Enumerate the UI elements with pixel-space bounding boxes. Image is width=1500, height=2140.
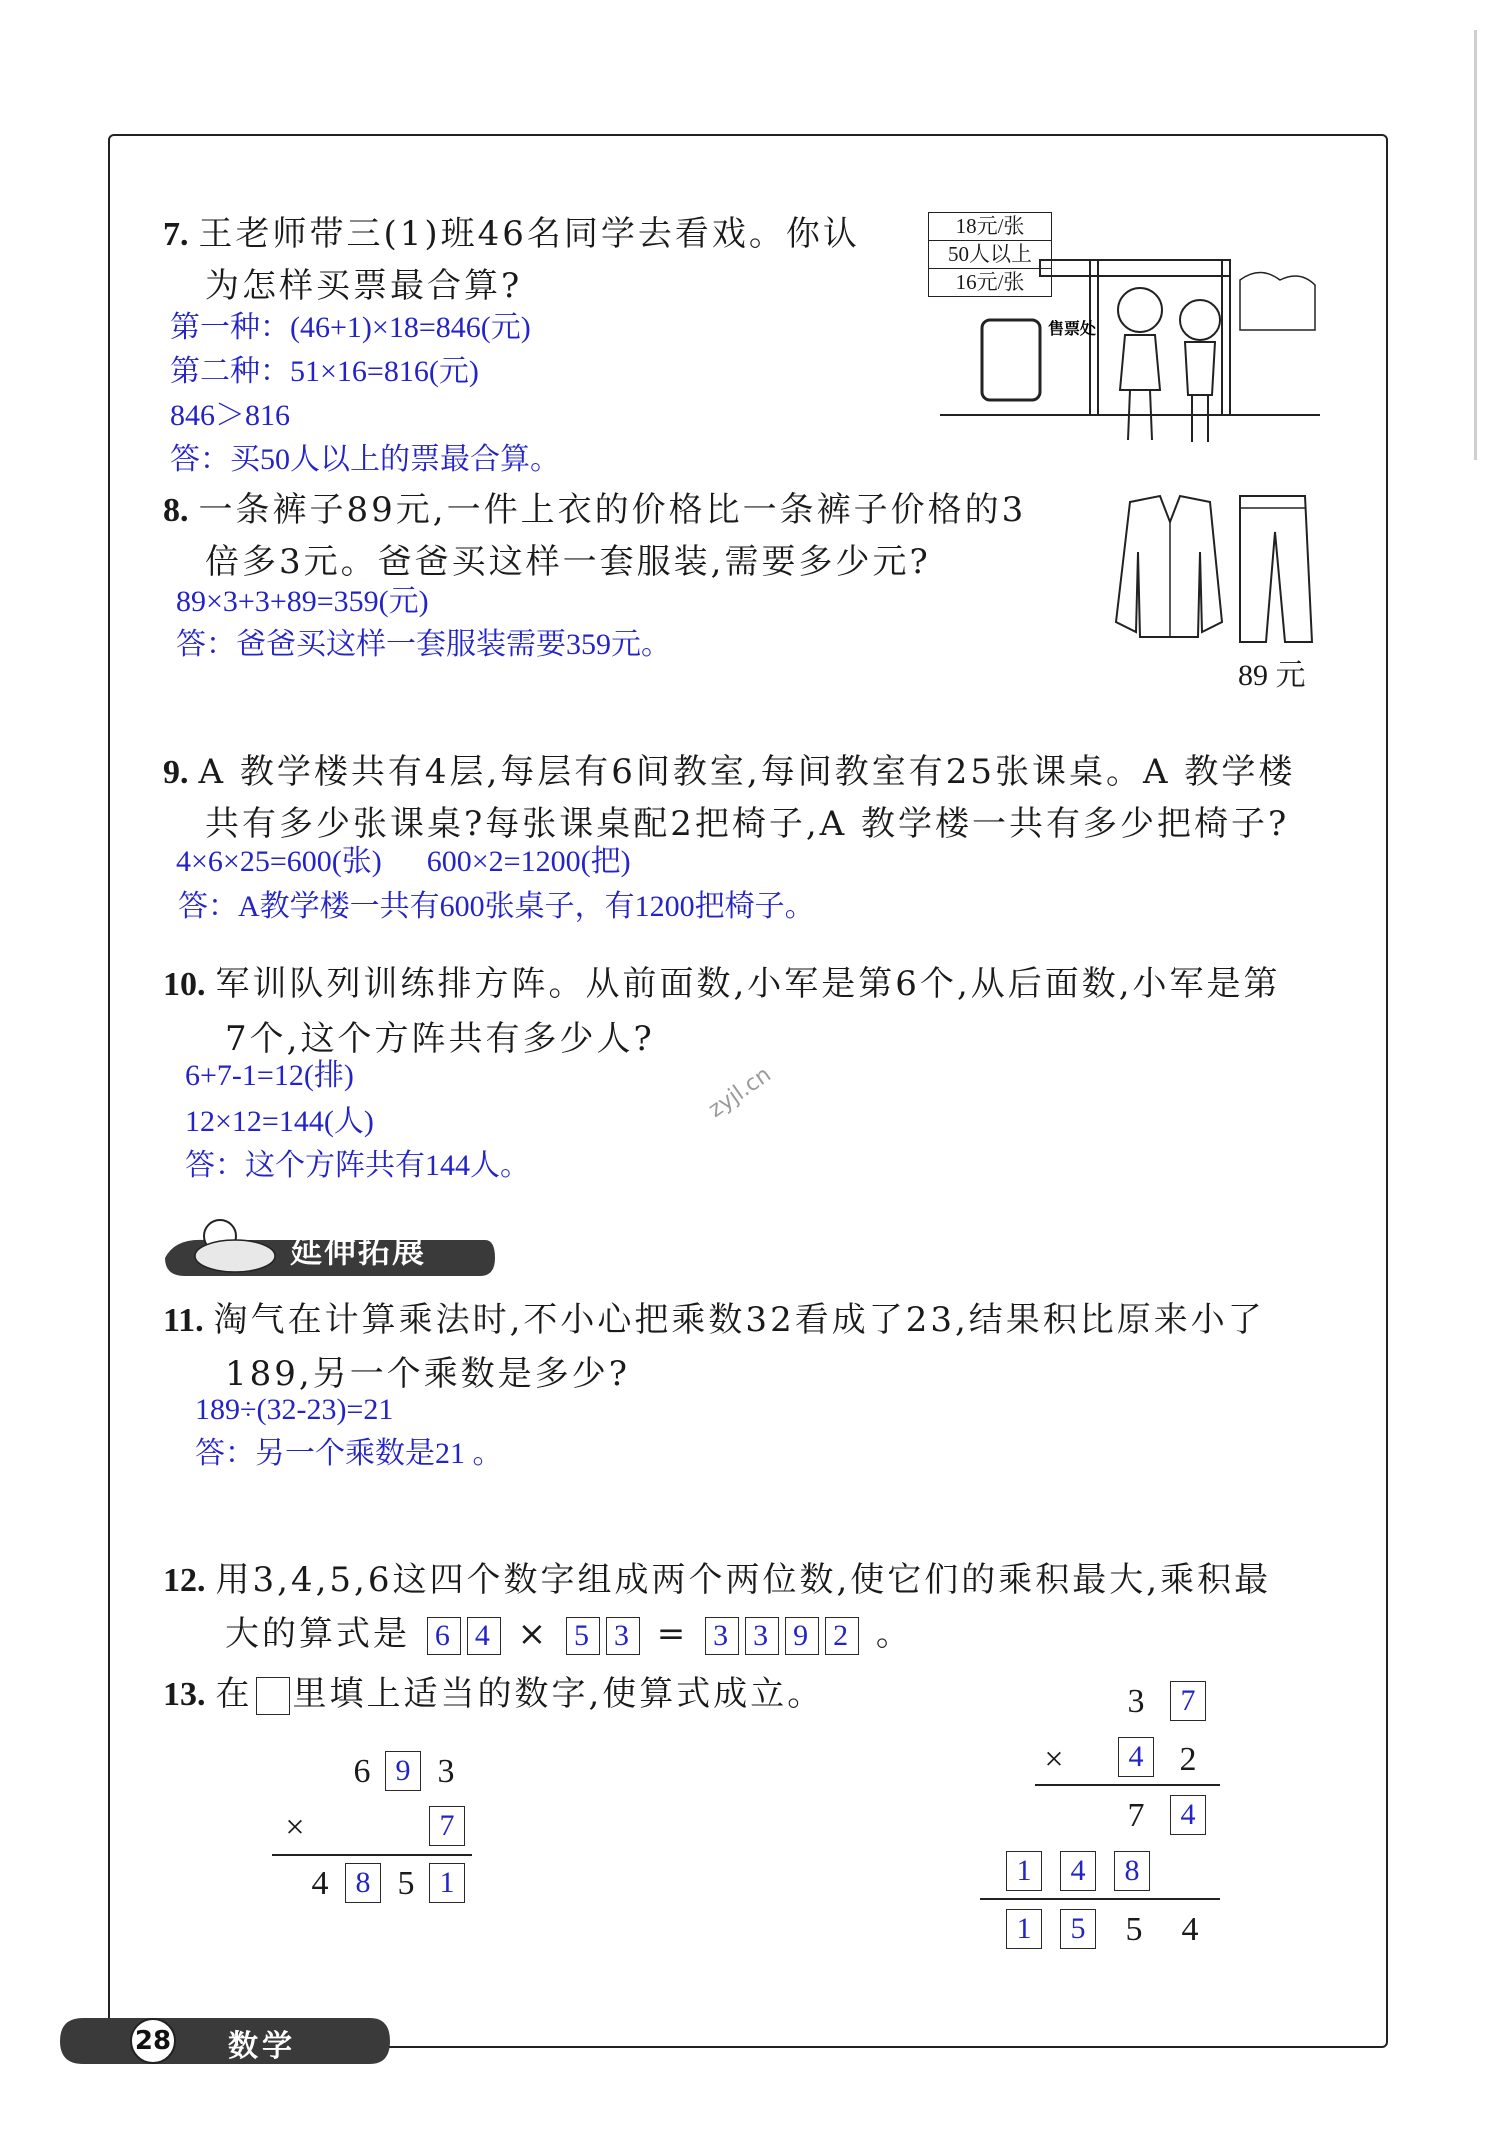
question-8-line2: 倍多3元。爸爸买这样一套服装,需要多少元? [205, 542, 931, 582]
answer-10-3: 答：这个方阵共有144人。 [185, 1149, 530, 1182]
question-12-line1: 12. 用3,4,5,6这四个数字组成两个两位数,使它们的乘积最大,乘积最 [163, 1560, 1272, 1600]
question-9-line2: 共有多少张课桌?每张课桌配2把椅子,A 教学楼一共有多少把椅子? [205, 804, 1290, 844]
answer-9-1: 4×6×25=600(张) 600×2=1200(把) [176, 845, 631, 878]
q12-prefix: 大的算式是 [225, 1614, 410, 1654]
answer-11-1: 189÷(32-23)=21 [195, 1393, 394, 1426]
footer-band [60, 2018, 390, 2064]
right-result-box1[interactable]: 1 [1006, 1909, 1042, 1949]
left-times: × [285, 1809, 305, 1846]
right-row1-digit1: 3 [1127, 1683, 1145, 1720]
clothing-illustration [1090, 492, 1330, 652]
answer-7-4: 答：买50人以上的票最合算。 [170, 443, 560, 476]
question-13-line: 13. 在 里填上适当的数字,使算式成立。 [163, 1674, 825, 1714]
left-result-digit3: 5 [397, 1865, 415, 1902]
right-rule-2 [980, 1898, 1220, 1900]
question-11-line1: 11. 淘气在计算乘法时,不小心把乘数32看成了23,结果积比原来小了 [163, 1300, 1265, 1340]
question-7-line2: 为怎样买票最合算? [205, 266, 523, 306]
right-partial2-box2[interactable]: 4 [1060, 1851, 1096, 1891]
answer-7-3: 846＞816 [170, 399, 290, 432]
left-result-box1[interactable]: 8 [345, 1863, 381, 1903]
right-partial2-box1[interactable]: 1 [1006, 1851, 1042, 1891]
right-times: × [1044, 1741, 1064, 1778]
answer-10-2: 12×12=144(人) [185, 1105, 374, 1138]
left-row2-box[interactable]: 7 [429, 1806, 465, 1846]
ticket-booth-illustration [940, 250, 1320, 450]
answer-box-p1[interactable]: 3 [705, 1617, 739, 1655]
answer-9-2: 答：A教学楼一共有600张桌子，有1200把椅子。 [178, 890, 815, 923]
page-number: 28 [134, 2026, 172, 2056]
question-7-line1: 7. 王老师带三(1)班46名同学去看戏。你认 [163, 214, 860, 254]
question-12-line2 [225, 1610, 913, 1658]
answer-box-b1[interactable]: 5 [566, 1617, 600, 1655]
answer-box-b2[interactable]: 3 [606, 1617, 640, 1655]
right-result-digit4: 4 [1181, 1911, 1199, 1948]
right-rule-1 [1035, 1784, 1220, 1786]
right-row2-digit2: 2 [1179, 1741, 1197, 1778]
right-partial2-box3[interactable]: 8 [1114, 1851, 1150, 1891]
left-row1-digit3: 3 [437, 1753, 455, 1790]
equals-sign: = [656, 1614, 689, 1654]
answer-box-p4[interactable]: 2 [825, 1617, 859, 1655]
example-empty-box [256, 1677, 290, 1715]
question-9-line1: 9. A 教学楼共有4层,每层有6间教室,每间教室有25张课桌。A 教学楼 [163, 752, 1296, 792]
answer-7-1: 第一种：(46+1)×18=846(元) [170, 311, 531, 344]
left-row1-box[interactable]: 9 [385, 1751, 421, 1791]
right-row2-box[interactable]: 4 [1118, 1737, 1154, 1777]
section-banner-label: 延伸拓展 [290, 1232, 427, 1270]
answer-box-a2[interactable]: 4 [467, 1617, 501, 1655]
right-result-box2[interactable]: 5 [1060, 1909, 1096, 1949]
q12-end: 。 [875, 1614, 913, 1654]
sign-row-discount: 16元/张 [955, 270, 1025, 294]
sign-row-price: 18元/张 [929, 213, 1051, 241]
question-8-line1: 8. 一条裤子89元,一件上衣的价格比一条裤子价格的3 [163, 490, 1027, 530]
page-edge-shadow [1474, 30, 1477, 460]
right-result-digit3: 5 [1125, 1911, 1143, 1948]
left-rule [272, 1854, 472, 1856]
answer-box-a1[interactable]: 6 [427, 1617, 461, 1655]
left-result-box2[interactable]: 1 [429, 1863, 465, 1903]
times-sign: × [517, 1614, 550, 1654]
subject-label: 数学 [228, 2029, 296, 2064]
pants-price-tag: 89 元 [1238, 659, 1306, 692]
question-10-line2: 7个,这个方阵共有多少人? [225, 1019, 655, 1059]
answer-box-p3[interactable]: 9 [785, 1617, 819, 1655]
left-result-digit1: 4 [311, 1865, 329, 1902]
right-partial1-digit1: 7 [1127, 1797, 1145, 1834]
answer-8-2: 答：爸爸买这样一套服装需要359元。 [176, 628, 671, 661]
watermark: zyjl.cn [704, 1062, 776, 1123]
booth-label: 售票处 [1048, 319, 1097, 338]
answer-11-2: 答：另一个乘数是21 。 [195, 1437, 503, 1470]
answer-8-1: 89×3+3+89=359(元) [176, 585, 429, 618]
answer-10-1: 6+7-1=12(排) [185, 1059, 354, 1092]
question-11-line2: 189,另一个乘数是多少? [225, 1354, 630, 1394]
question-10-line1: 10. 军训队列训练排方阵。从前面数,小军是第6个,从后面数,小军是第 [163, 964, 1281, 1004]
sign-row-condition: 50人以上 [929, 241, 1051, 269]
answer-7-2: 第二种：51×16=816(元) [170, 355, 479, 388]
right-row1-box[interactable]: 7 [1170, 1681, 1206, 1721]
left-row1-digit1: 6 [353, 1753, 371, 1790]
right-partial1-box[interactable]: 4 [1170, 1795, 1206, 1835]
answer-box-p2[interactable]: 3 [745, 1617, 779, 1655]
